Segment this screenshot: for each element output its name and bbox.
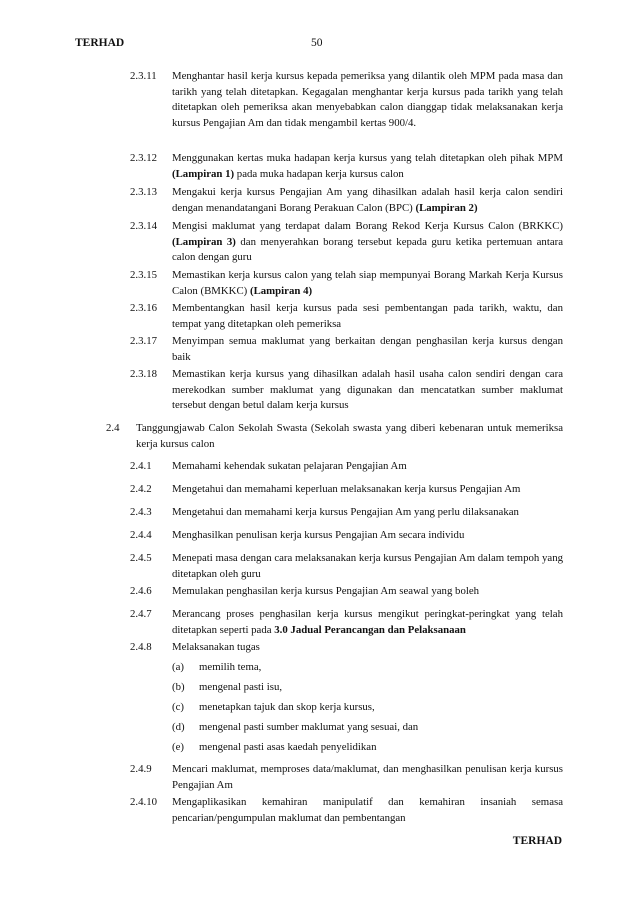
item-number: 2.3.16 bbox=[130, 302, 157, 314]
item-number: 2.4.8 bbox=[130, 641, 152, 653]
item-number: 2.3.11 bbox=[130, 70, 157, 82]
item-text-pre: Merancang proses penghasilan kerja kursus mengikut peringkat-peringkat yang telah ditetapkan seperti pada bbox=[172, 608, 563, 636]
item-number: 2.4.7 bbox=[130, 608, 152, 620]
appendix-reference: (Lampiran 4) bbox=[249, 284, 313, 297]
item-text bbox=[172, 607, 563, 638]
item-text: Menepati masa dengan cara melaksanakan kerja kursus Pengajian Am dalam tempoh yang ditetapkan oleh guru bbox=[172, 552, 563, 580]
item-number: 2.3.13 bbox=[130, 186, 157, 198]
item-text: Memahami kehendak sukatan pelajaran Pengajian Am bbox=[172, 460, 407, 472]
item-text: Melaksanakan tugas bbox=[172, 641, 260, 653]
item-number: 2.4.2 bbox=[130, 483, 152, 495]
item-text-post: dan menyerahkan borang tersebut kepada guru ketika pertemuan antara calon dengan guru bbox=[172, 235, 563, 263]
task-label: (c) bbox=[172, 701, 184, 713]
item-text: Mencari maklumat, memproses data/maklumat, dan menghasilkan penulisan kerja kursus Pengajian Am bbox=[172, 763, 563, 791]
item-text: Mengetahui dan memahami kerja kursus Pengajian Am yang perlu dilaksanakan bbox=[172, 506, 519, 518]
footer-classification: TERHAD bbox=[512, 835, 562, 847]
item-text-pre: Memastikan kerja kursus calon yang telah siap mempunyai Borang Markah Kerja Kursus Calon (BMKKC) bbox=[172, 269, 563, 297]
item-text: Memulakan penghasilan kerja kursus Pengajian Am seawal yang boleh bbox=[172, 585, 480, 597]
section-title: Tanggungjawab Calon Sekolah Swasta (Sekolah swasta yang diberi kebenaran untuk memeriksa kerja kursus calon bbox=[136, 422, 563, 450]
task-label: (d) bbox=[172, 721, 185, 733]
item-text: Membentangkan hasil kerja kursus pada sesi pembentangan pada tarikh, waktu, dan tempat yang ditetapkan oleh pemeriksa bbox=[172, 302, 563, 330]
item-number: 2.4.6 bbox=[130, 585, 152, 597]
item-number: 2.3.12 bbox=[130, 152, 157, 164]
header-classification: TERHAD bbox=[75, 37, 125, 49]
task-text: menetapkan tajuk dan skop kerja kursus, bbox=[199, 701, 375, 713]
item-text-pre: Mengakui kerja kursus Pengajian Am yang dihasilkan adalah hasil kerja calon sendiri dengan menandatangani Borang Perakuan Calon (BPC) bbox=[172, 186, 563, 214]
page-number: 50 bbox=[311, 37, 323, 49]
appendix-reference: (Lampiran 1) bbox=[172, 167, 235, 180]
section-number: 2.4 bbox=[106, 422, 120, 434]
item-number: 2.3.15 bbox=[130, 269, 157, 281]
item-number: 2.4.1 bbox=[130, 460, 152, 472]
appendix-reference: (Lampiran 3) bbox=[172, 235, 236, 248]
task-text: mengenal pasti sumber maklumat yang sesuai, dan bbox=[199, 721, 419, 733]
item-number: 2.4.9 bbox=[130, 763, 152, 775]
task-text: mengenal pasti isu, bbox=[199, 681, 283, 693]
item-text: Mengaplikasikan kemahiran manipulatif dan kemahiran insaniah semasa pencarian/pengumpulan maklumat dan pembentangan bbox=[172, 796, 563, 824]
item-text-pre: Menggunakan kertas muka hadapan kerja kursus yang telah ditetapkan oleh pihak MPM bbox=[172, 152, 563, 164]
item-text bbox=[172, 151, 563, 182]
item-text: Mengetahui dan memahami keperluan melaksanakan kerja kursus Pengajian Am bbox=[172, 483, 521, 495]
item-text bbox=[172, 185, 563, 216]
item-text: Menghasilkan penulisan kerja kursus Pengajian Am secara individu bbox=[172, 529, 465, 541]
task-label: (a) bbox=[172, 661, 184, 673]
task-text: memilih tema, bbox=[199, 661, 262, 673]
item-number: 2.3.18 bbox=[130, 368, 157, 380]
item-number: 2.3.17 bbox=[130, 335, 157, 347]
item-number: 2.3.14 bbox=[130, 220, 157, 232]
item-text-post: pada muka hadapan kerja kursus calon bbox=[234, 167, 404, 180]
item-text: Menyimpan semua maklumat yang berkaitan dengan penghasilan kerja kursus dengan baik bbox=[172, 335, 563, 363]
item-number: 2.4.4 bbox=[130, 529, 152, 541]
section-reference: 3.0 Jadual Perancangan dan Pelaksanaan bbox=[274, 623, 466, 636]
task-label: (b) bbox=[172, 681, 185, 693]
item-text bbox=[172, 219, 563, 266]
item-number: 2.4.10 bbox=[130, 796, 157, 808]
item-number: 2.4.3 bbox=[130, 506, 152, 518]
item-text: Menghantar hasil kerja kursus kepada pemeriksa yang dilantik oleh MPM pada masa dan tarikh yang telah ditetapkan. Kegagalan menghantar kerja kursus pada tarikh yang telah ditetapkan oleh pemeriksa akan menyebabkan calon dianggap tidak melaksanakan kerja kursus Pengajian Am dan tidak mengambil kertas 900/4. bbox=[172, 70, 563, 129]
item-number: 2.4.5 bbox=[130, 552, 152, 564]
item-text: Memastikan kerja kursus yang dihasilkan adalah hasil usaha calon sendiri dengan cara merekodkan sumber maklumat yang digunakan dan mencatatkan sumber maklumat tersebut dengan betul dalam kerja kursus bbox=[172, 368, 563, 411]
appendix-reference: (Lampiran 2) bbox=[415, 201, 478, 214]
item-text-pre: Mengisi maklumat yang terdapat dalam Borang Rekod Kerja Kursus Calon (BRKKC) bbox=[172, 220, 563, 232]
task-label: (e) bbox=[172, 741, 184, 753]
item-text bbox=[172, 268, 563, 299]
task-text: mengenal pasti asas kaedah penyelidikan bbox=[199, 741, 377, 753]
